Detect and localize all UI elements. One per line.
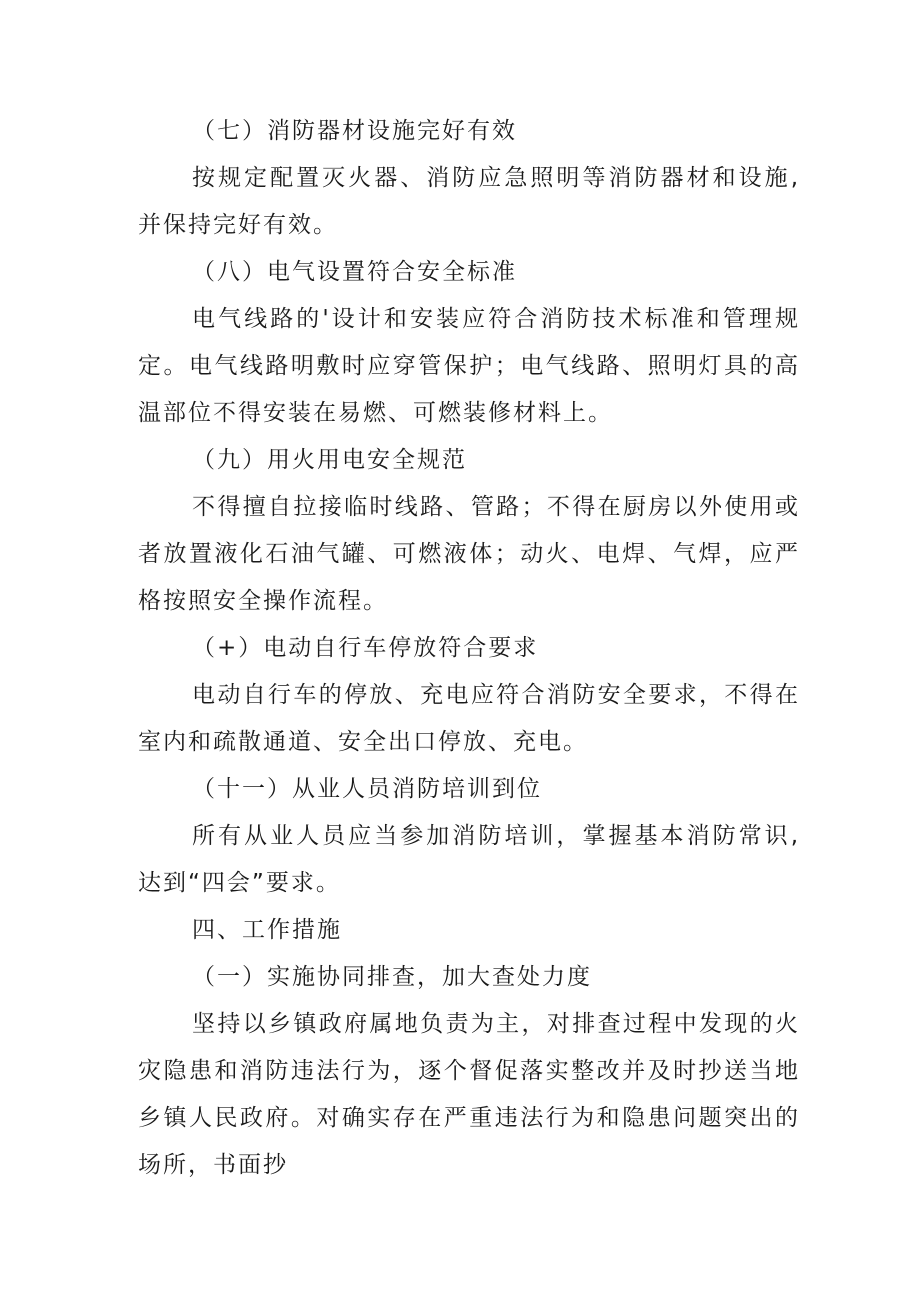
paragraph-9: 不得擅自拉接临时线路、管路；不得在厨房以外使用或者放置液化石油气罐、可燃液体；动火、电焊、气焊，应严格按照安全操作流程。 xyxy=(138,494,800,614)
heading-7: （七）消防器材设施完好有效 xyxy=(192,118,517,144)
section-title-work-measures: 四、工作措施 xyxy=(192,917,342,943)
heading-9: （九）用火用电安全规范 xyxy=(192,447,467,473)
heading-8: （八）电气设置符合安全标准 xyxy=(192,259,517,285)
heading-measure-1: （一）实施协同排查，加大查处力度 xyxy=(192,964,592,990)
heading-10: （+）电动自行车停放符合要求 xyxy=(192,635,539,661)
heading-11: （十一）从业人员消防培训到位 xyxy=(192,776,542,802)
paragraph-measure-1: 坚持以乡镇政府属地负责为主，对排查过程中发现的火灾隐患和消防违法行为，逐个督促落实整改并及时抄送当地乡镇人民政府。对确实存在严重违法行为和隐患问题突出的场所，书面抄 xyxy=(138,1011,800,1178)
paragraph-7: 按规定配置灭火器、消防应急照明等消防器材和设施,并保持完好有效。 xyxy=(138,165,800,238)
paragraph-11: 所有从业人员应当参加消防培训，掌握基本消防常识,达到“四会”要求。 xyxy=(138,823,800,896)
paragraph-10: 电动自行车的停放、充电应符合消防安全要求，不得在室内和疏散通道、安全出口停放、充电。 xyxy=(138,682,800,755)
paragraph-8: 电气线路的'设计和安装应符合消防技术标准和管理规定。电气线路明敷时应穿管保护；电气线路、照明灯具的高温部位不得安装在易燃、可燃装修材料上。 xyxy=(138,306,800,426)
document-page xyxy=(138,108,800,1189)
